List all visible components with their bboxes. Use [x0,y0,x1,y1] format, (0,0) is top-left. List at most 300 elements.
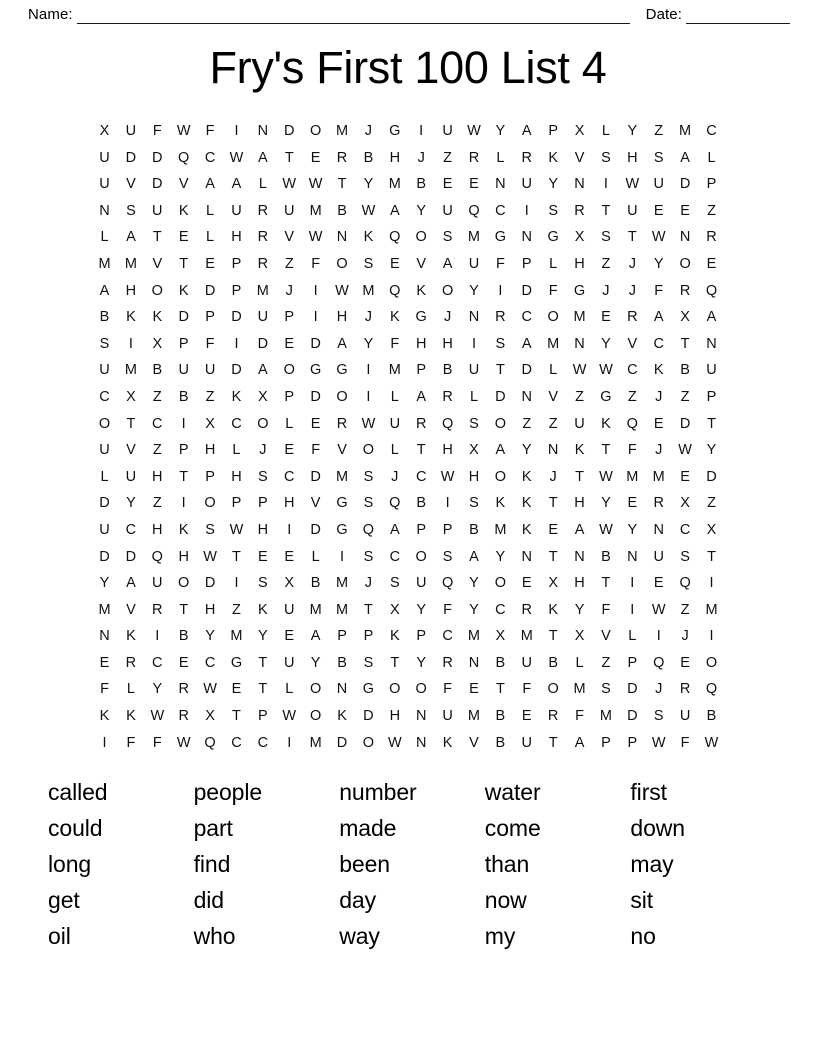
grid-cell[interactable]: I [419,123,424,139]
grid-cell[interactable]: Q [151,548,163,565]
grid-cell[interactable]: C [152,415,163,432]
grid-cell[interactable]: N [574,548,585,565]
grid-cell[interactable]: E [284,442,295,459]
grid-cell[interactable]: R [706,229,717,246]
grid-cell[interactable]: Q [705,681,718,698]
grid-cell[interactable]: S [363,548,374,565]
grid-cell[interactable]: N [495,176,506,193]
grid-cell[interactable]: D [495,388,506,405]
grid-cell[interactable]: Z [284,255,294,272]
grid-cell[interactable]: V [469,734,479,751]
grid-cell[interactable]: H [152,468,163,485]
grid-cell[interactable]: I [630,601,635,618]
grid-cell[interactable]: F [390,335,400,352]
grid-cell[interactable]: D [284,123,295,139]
grid-cell[interactable]: L [628,628,637,645]
grid-cell[interactable]: S [363,495,374,512]
grid-cell[interactable]: L [126,681,135,698]
word-list-item[interactable]: find [193,851,231,878]
grid-cell[interactable]: R [442,654,453,671]
grid-cell[interactable]: I [234,335,239,352]
grid-cell[interactable]: S [469,415,479,432]
grid-cell[interactable]: A [680,149,690,166]
grid-cell[interactable]: Q [362,521,375,538]
grid-cell[interactable]: M [467,229,481,246]
grid-cell[interactable]: M [494,521,507,538]
grid-cell[interactable]: Y [706,442,717,459]
grid-cell[interactable]: M [98,255,111,272]
grid-cell[interactable]: A [389,202,400,219]
grid-cell[interactable]: L [206,229,215,246]
grid-cell[interactable]: H [204,601,216,618]
grid-cell[interactable]: G [336,521,348,538]
grid-cell[interactable]: M [124,362,137,379]
grid-cell[interactable]: T [495,362,505,379]
grid-cell[interactable]: W [361,202,376,219]
grid-cell[interactable]: U [125,123,137,139]
grid-cell[interactable]: I [366,388,371,405]
grid-cell[interactable]: N [706,335,717,352]
grid-cell[interactable]: U [468,255,480,272]
grid-cell[interactable]: O [547,309,559,326]
grid-cell[interactable]: L [100,229,109,246]
grid-cell[interactable]: Y [548,176,558,193]
grid-cell[interactable]: S [205,521,215,538]
grid-cell[interactable]: X [284,575,295,592]
grid-cell[interactable]: R [521,149,532,166]
grid-cell[interactable]: O [151,282,163,299]
grid-cell[interactable]: W [308,229,323,246]
grid-cell[interactable]: L [390,388,399,405]
grid-cell[interactable]: N [468,309,480,326]
grid-cell[interactable]: F [627,442,637,459]
grid-cell[interactable]: I [287,734,292,751]
grid-cell[interactable]: N [627,548,638,565]
grid-cell[interactable]: O [336,255,348,272]
grid-cell[interactable]: O [204,495,216,512]
grid-cell[interactable]: Q [389,282,401,299]
grid-cell[interactable]: Y [99,575,110,592]
grid-cell[interactable]: D [679,415,691,432]
grid-cell[interactable]: I [155,628,160,645]
grid-cell[interactable]: B [99,309,110,326]
grid-cell[interactable]: G [415,309,427,326]
word-list-item[interactable]: come [484,815,541,842]
grid-cell[interactable]: K [337,708,347,725]
grid-cell[interactable]: M [362,282,375,299]
grid-cell[interactable]: C [521,309,532,326]
grid-cell[interactable]: H [442,442,453,459]
grid-cell[interactable]: B [416,176,427,193]
grid-cell[interactable]: A [495,442,506,459]
grid-cell[interactable]: Y [627,123,638,139]
grid-cell[interactable]: X [99,123,110,139]
grid-cell[interactable]: U [284,654,295,671]
grid-cell[interactable]: T [601,202,611,219]
grid-cell[interactable]: B [178,388,189,405]
grid-cell[interactable]: M [573,681,586,698]
grid-cell[interactable]: U [521,734,532,751]
grid-cell[interactable]: B [495,734,506,751]
grid-cell[interactable]: J [549,468,557,485]
grid-cell[interactable]: N [547,442,559,459]
grid-cell[interactable]: K [178,282,189,299]
grid-cell[interactable]: I [102,734,107,751]
word-list-item[interactable]: my [484,923,516,950]
word-list-item[interactable]: day [339,887,376,914]
grid-cell[interactable]: O [362,442,375,459]
grid-cell[interactable]: H [468,468,480,485]
grid-cell[interactable]: Y [363,176,374,193]
grid-cell[interactable]: H [574,575,585,592]
grid-cell[interactable]: O [309,681,322,698]
grid-cell[interactable]: Q [178,149,190,166]
grid-cell[interactable]: A [521,123,532,139]
grid-cell[interactable]: D [310,521,321,538]
grid-cell[interactable]: Z [627,388,637,405]
grid-cell[interactable]: Y [152,681,163,698]
grid-cell[interactable]: P [706,176,717,193]
grid-cell[interactable]: Y [653,255,664,272]
grid-cell[interactable]: S [258,468,268,485]
grid-cell[interactable]: O [283,362,295,379]
grid-cell[interactable]: U [389,415,401,432]
grid-cell[interactable]: O [679,255,691,272]
grid-cell[interactable]: F [152,734,162,751]
grid-cell[interactable]: A [126,575,136,592]
grid-cell[interactable]: E [284,335,295,352]
grid-cell[interactable]: O [257,415,269,432]
grid-cell[interactable]: I [181,495,186,512]
grid-cell[interactable]: N [99,202,110,219]
grid-cell[interactable]: U [521,176,532,193]
grid-cell[interactable]: S [126,202,136,219]
grid-cell[interactable]: T [548,495,558,512]
grid-cell[interactable]: D [310,468,321,485]
grid-cell[interactable]: U [574,415,585,432]
grid-cell[interactable]: U [178,362,189,379]
grid-cell[interactable]: D [310,388,321,405]
grid-cell[interactable]: F [575,708,584,725]
grid-cell[interactable]: Y [416,654,427,671]
grid-cell[interactable]: F [100,681,109,698]
grid-cell[interactable]: I [445,495,450,512]
grid-cell[interactable]: A [231,176,242,193]
grid-cell[interactable]: E [284,548,295,565]
grid-cell[interactable]: H [125,282,137,299]
grid-cell[interactable]: Y [126,495,136,512]
grid-cell[interactable]: Z [152,442,162,459]
grid-cell[interactable]: T [179,468,189,485]
grid-cell[interactable]: K [574,442,585,459]
grid-cell[interactable]: S [363,468,374,485]
grid-cell[interactable]: O [494,415,506,432]
grid-cell[interactable]: V [416,255,427,272]
grid-cell[interactable]: J [285,282,293,299]
grid-cell[interactable]: N [521,229,532,246]
grid-cell[interactable]: H [574,255,585,272]
grid-cell[interactable]: R [257,255,269,272]
grid-cell[interactable]: N [415,734,427,751]
grid-cell[interactable]: Y [521,442,532,459]
word-list-item[interactable]: made [339,815,397,842]
grid-cell[interactable]: E [653,575,664,592]
grid-cell[interactable]: C [284,468,295,485]
grid-cell[interactable]: B [495,654,506,671]
grid-cell[interactable]: D [125,548,137,565]
grid-cell[interactable]: W [229,521,244,538]
grid-cell[interactable]: M [388,176,401,193]
grid-cell[interactable]: D [231,362,242,379]
grid-cell[interactable]: T [258,654,268,671]
grid-cell[interactable]: D [152,149,163,166]
word-search-grid[interactable] [91,118,724,756]
grid-cell[interactable]: X [574,123,585,139]
grid-cell[interactable]: B [337,202,347,219]
grid-cell[interactable]: P [416,362,427,379]
grid-cell[interactable]: Y [495,123,506,139]
grid-cell[interactable]: Z [522,415,532,432]
grid-cell[interactable]: X [258,388,268,405]
grid-cell[interactable]: R [178,681,189,698]
grid-cell[interactable]: S [363,255,374,272]
grid-cell[interactable]: G [494,229,506,246]
grid-cell[interactable]: A [258,149,268,166]
grid-cell[interactable]: F [495,255,505,272]
grid-cell[interactable]: G [389,123,401,139]
grid-cell[interactable]: P [205,468,215,485]
grid-cell[interactable]: R [336,415,348,432]
grid-cell[interactable]: T [232,548,241,565]
grid-cell[interactable]: I [524,202,529,219]
grid-cell[interactable]: V [126,601,136,618]
grid-cell[interactable]: C [495,601,506,618]
word-list-item[interactable]: than [484,851,530,878]
grid-cell[interactable]: Z [152,495,162,512]
grid-cell[interactable]: O [547,681,559,698]
grid-cell[interactable]: G [547,229,559,246]
grid-cell[interactable]: P [627,734,638,751]
grid-cell[interactable]: T [575,468,584,485]
grid-cell[interactable]: M [256,282,269,299]
grid-cell[interactable]: S [601,149,611,166]
grid-cell[interactable]: H [204,442,216,459]
grid-cell[interactable]: G [362,681,375,698]
grid-cell[interactable]: W [150,708,165,725]
grid-cell[interactable]: E [469,681,479,698]
grid-cell[interactable]: P [416,521,427,538]
grid-cell[interactable]: T [707,415,716,432]
grid-cell[interactable]: Y [627,521,638,538]
grid-cell[interactable]: D [521,362,532,379]
grid-cell[interactable]: M [230,628,243,645]
grid-cell[interactable]: Y [416,202,427,219]
grid-cell[interactable]: U [442,123,453,139]
grid-cell[interactable]: T [680,335,690,352]
grid-cell[interactable]: J [655,681,663,698]
grid-cell[interactable]: A [205,176,215,193]
grid-cell[interactable]: P [601,734,611,751]
grid-cell[interactable]: H [257,521,269,538]
grid-cell[interactable]: D [125,149,137,166]
grid-cell[interactable]: M [573,309,586,326]
grid-cell[interactable]: T [548,734,558,751]
grid-cell[interactable]: F [205,335,215,352]
grid-cell[interactable]: H [231,229,242,246]
grid-cell[interactable]: L [285,415,294,432]
grid-cell[interactable]: K [389,309,400,326]
grid-cell[interactable]: B [442,362,453,379]
grid-cell[interactable]: B [680,362,690,379]
grid-cell[interactable]: K [152,309,163,326]
grid-cell[interactable]: V [152,255,163,272]
word-list-item[interactable]: may [630,851,674,878]
grid-cell[interactable]: E [442,176,453,193]
grid-cell[interactable]: B [495,708,506,725]
grid-cell[interactable]: R [415,415,427,432]
grid-cell[interactable]: A [126,229,136,246]
grid-cell[interactable]: E [653,202,664,219]
grid-cell[interactable]: X [574,229,585,246]
grid-cell[interactable]: Y [258,628,268,645]
grid-cell[interactable]: E [178,654,189,671]
grid-cell[interactable]: J [391,468,399,485]
grid-cell[interactable]: S [495,335,506,352]
grid-cell[interactable]: D [99,495,110,512]
grid-cell[interactable]: P [231,255,242,272]
grid-cell[interactable]: Y [310,654,321,671]
grid-cell[interactable]: U [653,548,664,565]
grid-cell[interactable]: Z [548,415,558,432]
grid-cell[interactable]: Q [626,415,638,432]
grid-cell[interactable]: I [234,123,239,139]
grid-cell[interactable]: X [389,601,400,618]
grid-cell[interactable]: A [521,335,532,352]
grid-cell[interactable]: A [258,362,268,379]
grid-cell[interactable]: Z [601,654,611,671]
grid-cell[interactable]: R [152,601,163,618]
grid-cell[interactable]: P [258,495,268,512]
grid-cell[interactable]: P [284,309,295,326]
grid-cell[interactable]: Q [389,229,401,246]
grid-cell[interactable]: U [442,708,453,725]
grid-cell[interactable]: U [284,202,295,219]
grid-cell[interactable]: C [679,521,691,538]
word-list-item[interactable]: called [48,779,108,806]
grid-cell[interactable]: J [259,442,267,459]
grid-cell[interactable]: C [204,654,216,671]
grid-cell[interactable]: N [415,708,427,725]
grid-cell[interactable]: F [443,681,453,698]
grid-cell[interactable]: O [441,282,454,299]
word-list-item[interactable]: number [339,779,417,806]
grid-cell[interactable]: N [257,123,269,139]
grid-cell[interactable]: F [522,681,532,698]
grid-cell[interactable]: L [707,149,716,166]
grid-cell[interactable]: P [548,123,558,139]
grid-cell[interactable]: F [548,282,558,299]
grid-cell[interactable]: M [309,601,322,618]
grid-cell[interactable]: C [99,388,110,405]
grid-cell[interactable]: D [204,282,216,299]
grid-cell[interactable]: Y [469,282,479,299]
grid-cell[interactable]: X [495,628,506,645]
grid-cell[interactable]: U [468,362,480,379]
grid-cell[interactable]: S [363,654,374,671]
grid-cell[interactable]: C [442,628,453,645]
grid-cell[interactable]: T [284,149,294,166]
grid-cell[interactable]: O [494,468,506,485]
grid-cell[interactable]: O [336,388,348,405]
grid-cell[interactable]: W [599,362,613,379]
grid-cell[interactable]: C [231,415,242,432]
grid-cell[interactable]: S [389,575,400,592]
word-list-item[interactable]: way [339,923,380,950]
grid-cell[interactable]: W [572,362,587,379]
grid-cell[interactable]: D [99,548,110,565]
grid-cell[interactable]: W [599,468,613,485]
grid-cell[interactable]: C [204,149,216,166]
grid-cell[interactable]: I [603,176,608,193]
grid-cell[interactable]: M [335,601,349,618]
grid-cell[interactable]: R [125,654,137,671]
grid-cell[interactable]: W [625,176,640,193]
grid-cell[interactable]: B [152,362,163,379]
grid-cell[interactable]: R [257,229,269,246]
grid-cell[interactable]: W [176,123,191,139]
grid-cell[interactable]: L [469,388,479,405]
grid-cell[interactable]: D [152,176,163,193]
grid-cell[interactable]: E [205,255,215,272]
word-list-item[interactable]: sit [630,887,654,914]
grid-cell[interactable]: Y [416,601,427,618]
grid-cell[interactable]: C [415,468,427,485]
grid-cell[interactable]: L [575,654,584,671]
grid-cell[interactable]: L [206,202,215,219]
grid-cell[interactable]: K [126,628,136,645]
word-list-item[interactable]: people [193,779,263,806]
grid-cell[interactable]: B [548,654,558,671]
word-list-item[interactable]: get [48,887,80,914]
grid-cell[interactable]: S [680,548,690,565]
grid-cell[interactable]: W [176,734,191,751]
word-list-item[interactable]: part [193,815,233,842]
grid-cell[interactable]: G [573,282,586,299]
word-list-item[interactable]: who [193,923,236,950]
grid-cell[interactable]: E [310,415,321,432]
grid-cell[interactable]: B [469,521,479,538]
grid-cell[interactable]: U [204,362,216,379]
grid-cell[interactable]: I [313,309,318,326]
grid-cell[interactable]: S [601,229,611,246]
grid-cell[interactable]: U [231,202,242,219]
grid-cell[interactable]: W [203,548,217,565]
grid-cell[interactable]: X [205,415,215,432]
grid-cell[interactable]: A [574,521,585,538]
grid-cell[interactable]: T [152,229,162,246]
grid-cell[interactable]: L [232,442,241,459]
grid-cell[interactable]: T [126,415,136,432]
grid-cell[interactable]: K [363,229,374,246]
name-write-line[interactable] [77,9,630,24]
grid-cell[interactable]: M [335,575,349,592]
grid-cell[interactable]: M [626,468,639,485]
grid-cell[interactable]: F [654,282,664,299]
grid-cell[interactable]: E [178,229,189,246]
word-list-item[interactable]: could [48,815,103,842]
grid-cell[interactable]: A [389,521,400,538]
grid-cell[interactable]: N [574,176,585,193]
